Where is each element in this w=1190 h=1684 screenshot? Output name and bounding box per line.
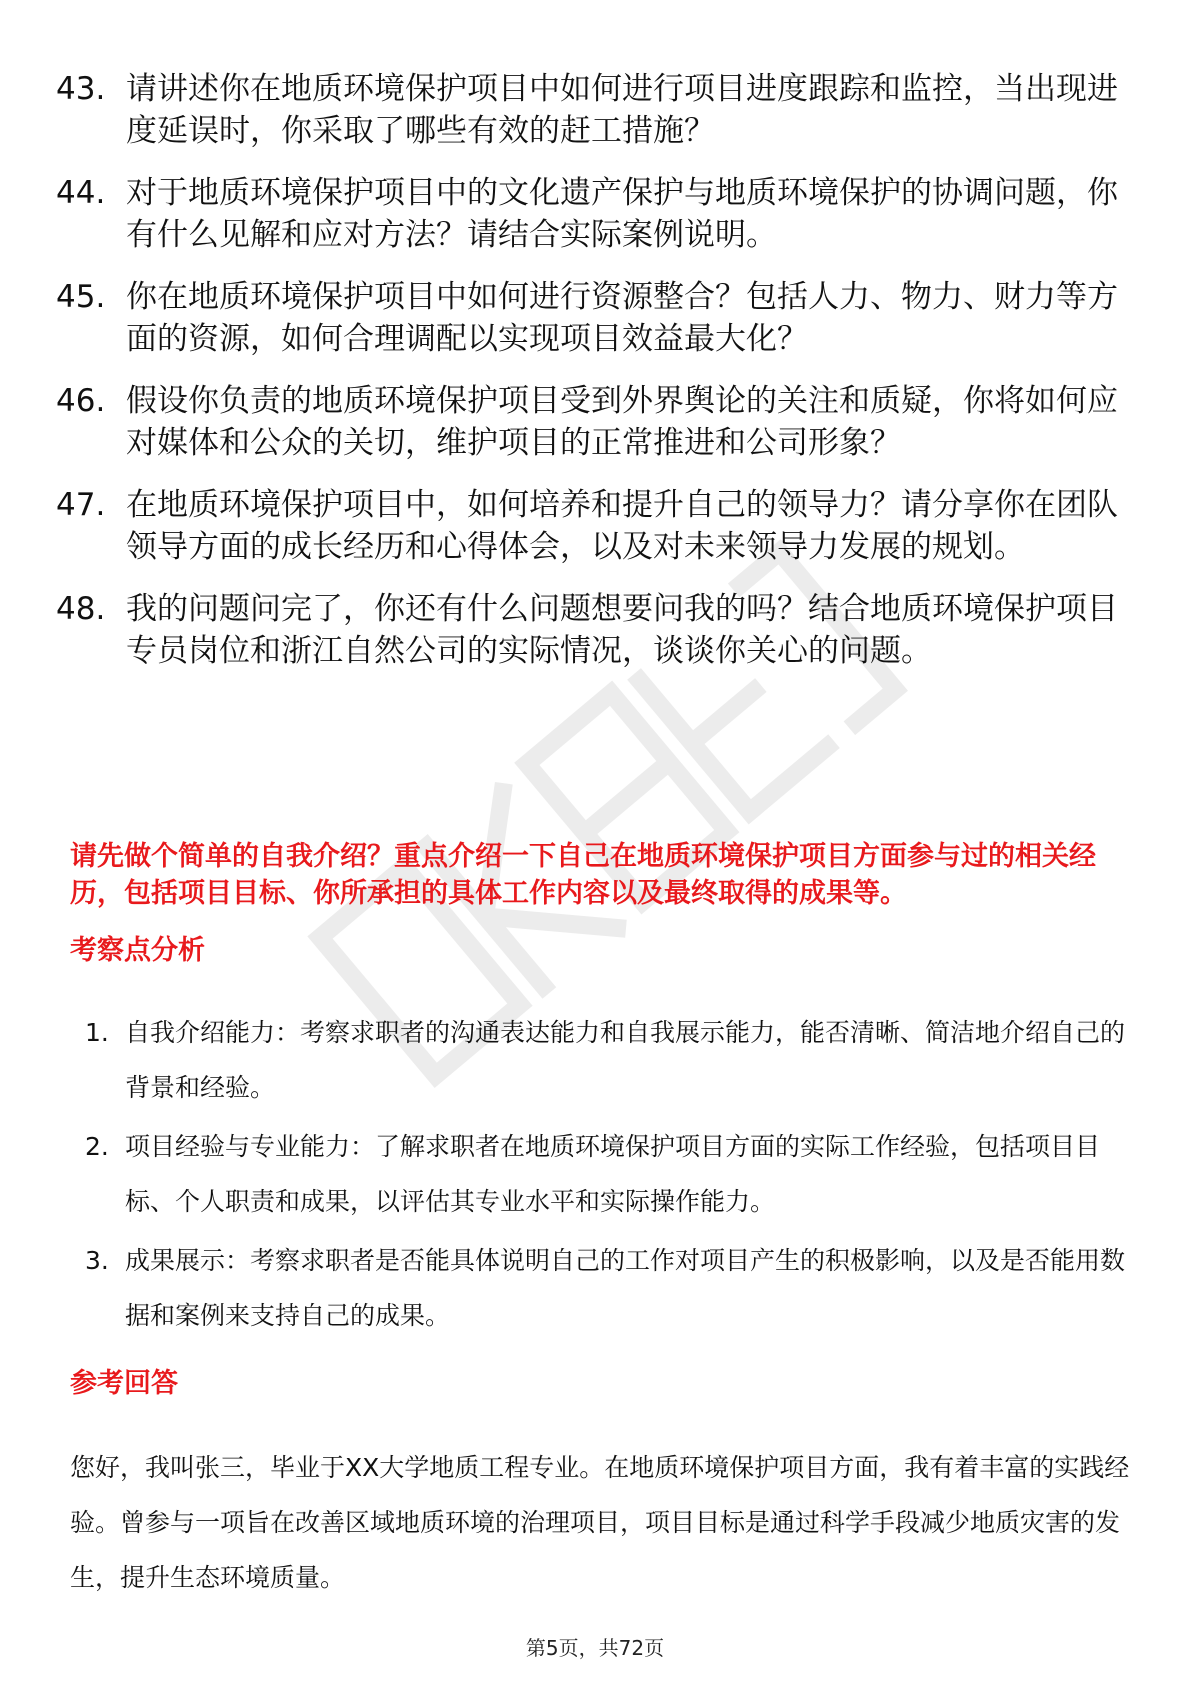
analysis-item — [85, 1119, 1145, 1229]
question-item — [56, 588, 1136, 672]
question-number: 47. — [56, 487, 106, 523]
question-list — [56, 68, 1136, 692]
question-item — [56, 68, 1136, 152]
answer-text: 您好，我叫张三，毕业于XX大学地质工程专业。在地质环境保护项目方面，我有着丰富的实践经验。曾参与一项旨在改善区域地质环境的治理项目，项目目标是通过科学手段减少地质灾害的发生，提升生态环境质量。 — [70, 1453, 1130, 1592]
question-text: 在地质环境保护项目中，如何培养和提升自己的领导力？请分享你在团队领导方面的成长经历和心得体会，以及对未来领导力发展的规划。 — [126, 487, 1118, 565]
question-item — [56, 172, 1136, 256]
question-text: 我的问题问完了，你还有什么问题想要问我的吗？结合地质环境保护项目专员岗位和浙江自然公司的实际情况，谈谈你关心的问题。 — [126, 591, 1118, 669]
analysis-number: 3. — [85, 1246, 109, 1275]
analysis-list — [85, 1005, 1145, 1347]
answer-heading: 参考回答 — [70, 1368, 178, 1399]
question-text: 你在地质环境保护项目中如何进行资源整合？包括人力、物力、财力等方面的资源，如何合理调配以实现项目效益最大化？ — [126, 279, 1118, 357]
highlight-question: 请先做个简单的自我介绍？重点介绍一下自己在地质环境保护项目方面参与过的相关经历，包括项目目标、你所承担的具体工作内容以及最终取得的成果等。 — [70, 841, 1096, 909]
question-number: 48. — [56, 591, 106, 627]
question-number: 44. — [56, 175, 106, 211]
question-text: 对于地质环境保护项目中的文化遗产保护与地质环境保护的协调问题，你有什么见解和应对方法？请结合实际案例说明。 — [126, 175, 1118, 253]
question-item — [56, 380, 1136, 464]
analysis-heading: 考察点分析 — [70, 935, 205, 966]
analysis-item — [85, 1005, 1145, 1115]
analysis-text: 项目经验与专业能力：了解求职者在地质环境保护项目方面的实际工作经验，包括项目目标、个人职责和成果，以评估其专业水平和实际操作能力。 — [125, 1132, 1101, 1216]
analysis-text: 自我介绍能力：考察求职者的沟通表达能力和自我展示能力，能否清晰、简洁地介绍自己的背景和经验。 — [125, 1018, 1126, 1102]
analysis-text: 成果展示：考察求职者是否能具体说明自己的工作对项目产生的积极影响，以及是否能用数据和案例来支持自己的成果。 — [125, 1246, 1126, 1330]
analysis-number: 1. — [85, 1018, 109, 1047]
question-number: 46. — [56, 383, 106, 419]
question-text: 请讲述你在地质环境保护项目中如何进行项目进度跟踪和监控，当出现进度延误时，你采取了哪些有效的赶工措施？ — [126, 71, 1118, 149]
question-number: 45. — [56, 279, 106, 315]
question-number: 43. — [56, 71, 106, 107]
analysis-item — [85, 1233, 1145, 1343]
page-footer: 第5页，共72页 — [525, 1636, 665, 1660]
analysis-number: 2. — [85, 1132, 109, 1161]
question-text: 假设你负责的地质环境保护项目受到外界舆论的关注和质疑，你将如何应对媒体和公众的关切，维护项目的正常推进和公司形象？ — [126, 383, 1118, 461]
question-item — [56, 484, 1136, 568]
question-item — [56, 276, 1136, 360]
